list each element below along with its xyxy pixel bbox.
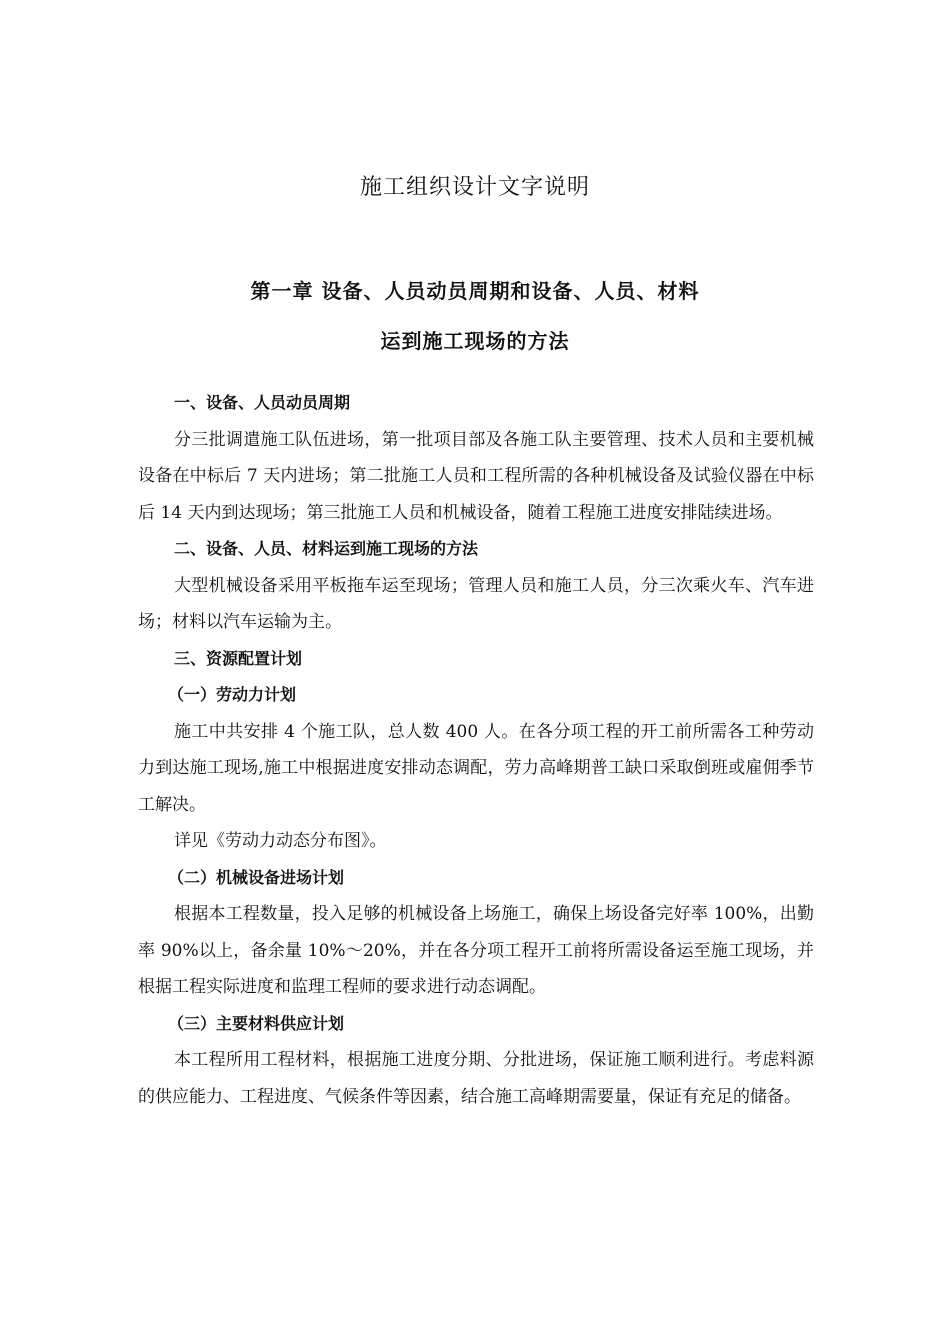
subsection-3-2-heading: （二）机械设备进场计划	[168, 867, 345, 887]
subsection-3-2-paragraph: 根据本工程数量，投入足够的机械设备上场施工，确保上场设备完好率 100%，出勤率 90%以上，备余量 10%～20%，并在各分项工程开工前将所需设备运至施工现场，并根据工程实际进度和监理工程师的要求进行动态调配。	[138, 904, 814, 997]
document-title: 施工组织设计文字说明	[359, 175, 590, 200]
subsection-3-1-paragraph: 施工中共安排 4 个施工队，总人数 400 人。在各分项工程的开工前所需各工种劳动力到达施工现场,施工中根据进度安排动态调配，劳力高峰期普工缺口采取倒班或雇佣季节工解决。	[138, 721, 814, 815]
document-body	[138, 385, 814, 1115]
subsection-3-1-reference: 详见《劳动力动态分布图》。	[174, 831, 387, 851]
section-2-paragraph: 大型机械设备采用平板拖车运至现场；管理人员和施工人员，分三次乘火车、汽车进场；材料以汽车运输为主。	[138, 575, 814, 632]
subsection-3-1-heading: （一）劳动力计划	[168, 685, 297, 704]
section-1-paragraph: 分三批调遣施工队伍进场，第一批项目部及各施工队主要管理、技术人员和主要机械设备在中标后 7 天内进场；第二批施工人员和工程所需的各种机械设备及试验仪器在中标后 14 天内到达现场；第三批施工人员和机械设备，随着工程施工进度安排陆续进场。	[138, 429, 814, 523]
subsection-3-3-paragraph: 本工程所用工程材料，根据施工进度分期、分批进场，保证施工顺利进行。考虑料源的供应能力、工程进度、气候条件等因素，结合施工高峰期需要量，保证有充足的储备。	[138, 1050, 814, 1107]
section-1-heading: 一、设备、人员动员周期	[174, 393, 351, 412]
chapter-title-line-2: 运到施工现场的方法	[380, 329, 570, 353]
chapter-title-line-1: 第一章 设备、人员动员周期和设备、人员、材料	[250, 279, 700, 303]
section-2-heading: 二、设备、人员、材料运到施工现场的方法	[174, 539, 479, 558]
section-3-heading: 三、资源配置计划	[174, 648, 303, 668]
subsection-3-3-heading: （三）主要材料供应计划	[168, 1013, 345, 1033]
